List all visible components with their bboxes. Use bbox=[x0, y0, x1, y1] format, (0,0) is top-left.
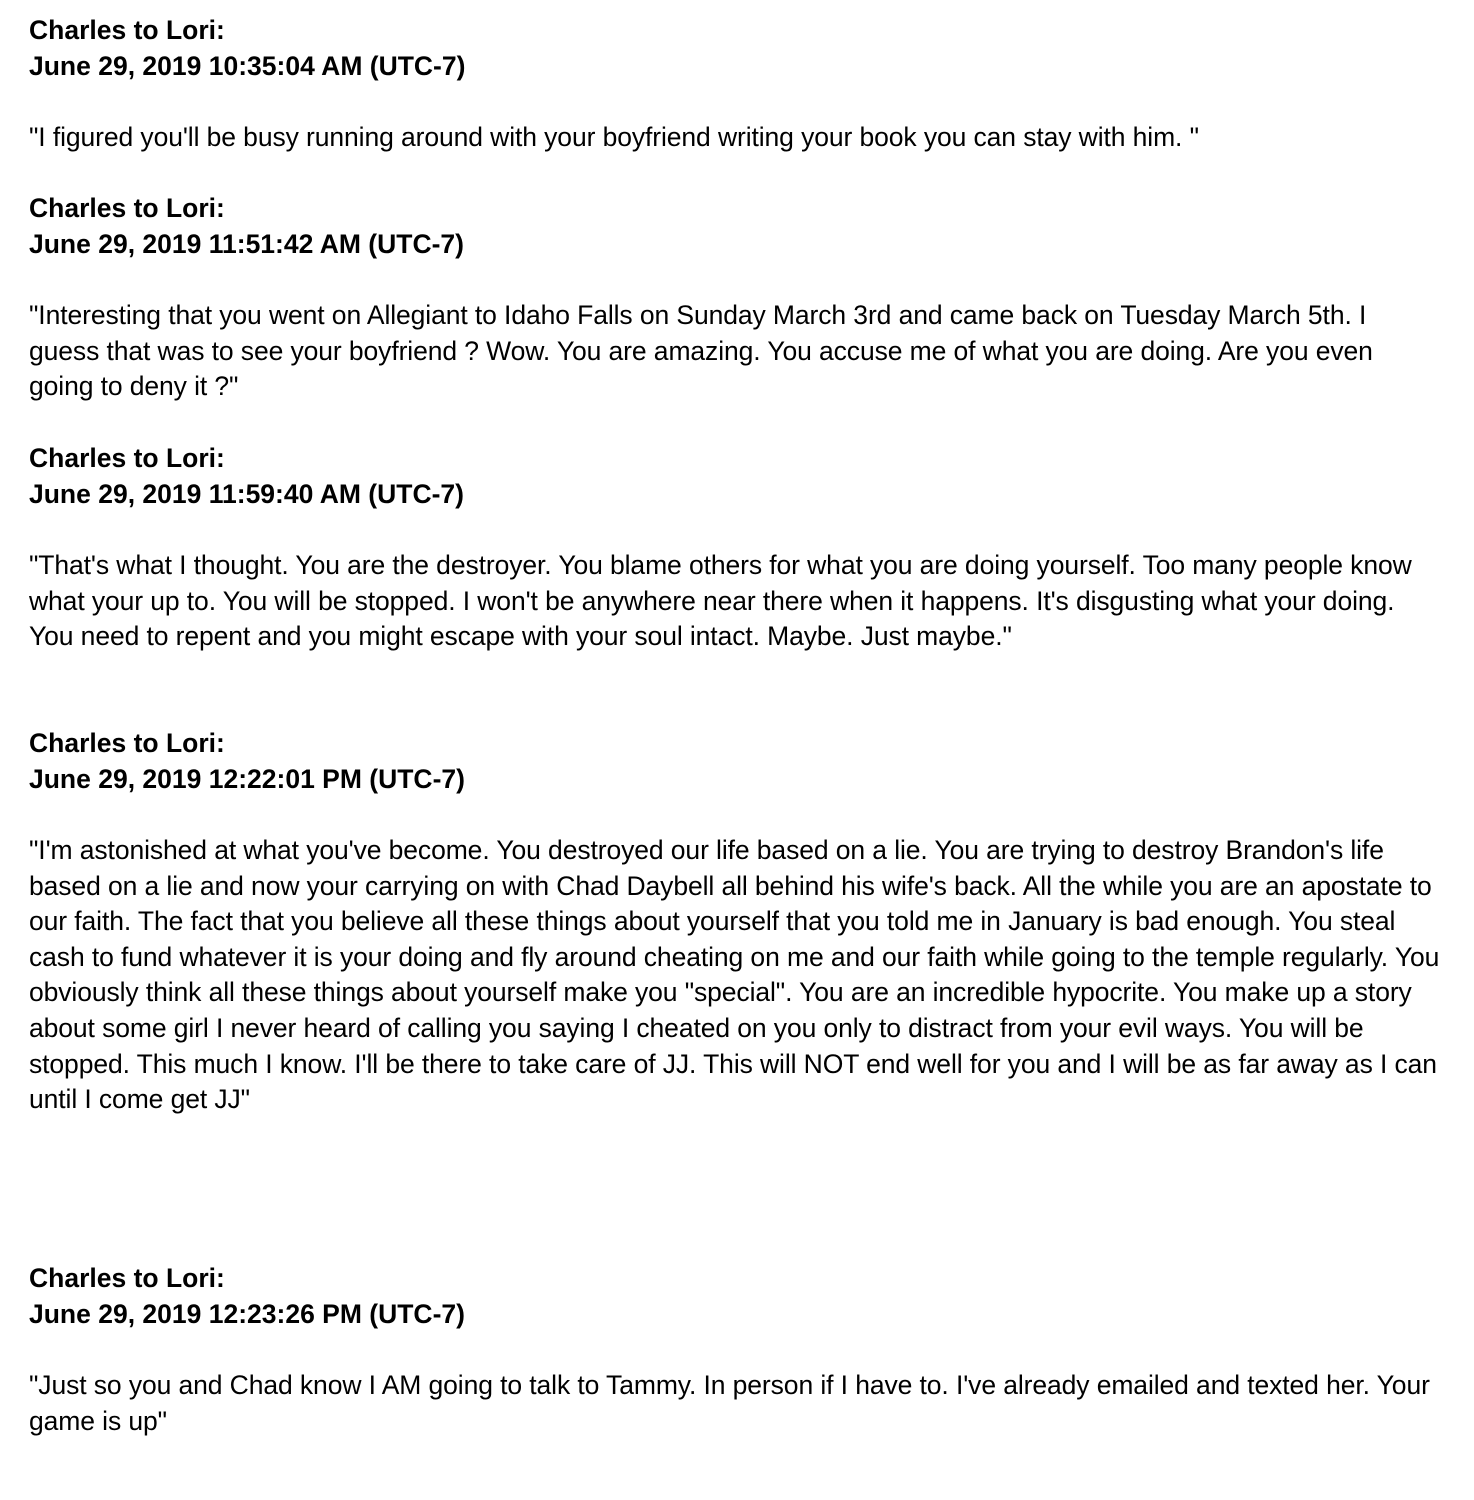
sender-line: Charles to Lori: bbox=[29, 443, 225, 473]
message-entry bbox=[29, 440, 1441, 655]
message-text: "That's what I thought. You are the destroyer. You blame others for what you are doing yourself. Too many people know what your up to. You will be stopped. I won't be anywhere near there when it happens. It's disgusting what your doing. You need to repent and you might escape with your soul intact. Maybe. Just maybe." bbox=[29, 550, 1412, 652]
message-text: "I'm astonished at what you've become. You destroyed our life based on a lie. You are trying to destroy Brandon's life based on a lie and now your carrying on with Chad Daybell all behind his wife's back. All the while you are an apostate to our faith. The fact that you believe all these things about yourself that you told me in January is bad enough. You steal cash to fund whatever it is your doing and fly around cheating on me and our faith while going to the temple regularly. You obviously think all these things about yourself make you "special". You are an incredible hypocrite. You make up a story about some girl I never heard of calling you saying I cheated on you only to distract from your evil ways. You will be stopped. This much I know. I'll be there to take care of JJ. This will NOT end well for you and I will be as far away as I can until I come get JJ" bbox=[29, 835, 1440, 1115]
timestamp-line: June 29, 2019 11:51:42 AM (UTC-7) bbox=[29, 229, 464, 259]
timestamp-line: June 29, 2019 12:23:26 PM (UTC-7) bbox=[29, 1299, 465, 1329]
message-text: "Just so you and Chad know I AM going to talk to Tammy. In person if I have to. I've already emailed and texted her. Your game is up" bbox=[29, 1370, 1430, 1436]
message-text: "I figured you'll be busy running around with your boyfriend writing your book you can stay with him. " bbox=[29, 122, 1199, 152]
message-entry bbox=[29, 12, 1441, 156]
timestamp-line: June 29, 2019 12:22:01 PM (UTC-7) bbox=[29, 764, 465, 794]
message-entry bbox=[29, 725, 1441, 1118]
message-text: "Interesting that you went on Allegiant to Idaho Falls on Sunday March 3rd and came back on Tuesday March 5th. I guess that was to see your boyfriend ? Wow. You are amazing. You accuse me of what you are doing. Are you even going to deny it ?" bbox=[29, 300, 1373, 402]
timestamp-line: June 29, 2019 11:59:40 AM (UTC-7) bbox=[29, 479, 464, 509]
sender-line: Charles to Lori: bbox=[29, 728, 225, 758]
timestamp-line: June 29, 2019 10:35:04 AM (UTC-7) bbox=[29, 51, 466, 81]
message-entry bbox=[29, 1260, 1441, 1439]
sender-line: Charles to Lori: bbox=[29, 1263, 225, 1293]
message-entry bbox=[29, 190, 1441, 405]
sender-line: Charles to Lori: bbox=[29, 15, 225, 45]
sender-line: Charles to Lori: bbox=[29, 193, 225, 223]
